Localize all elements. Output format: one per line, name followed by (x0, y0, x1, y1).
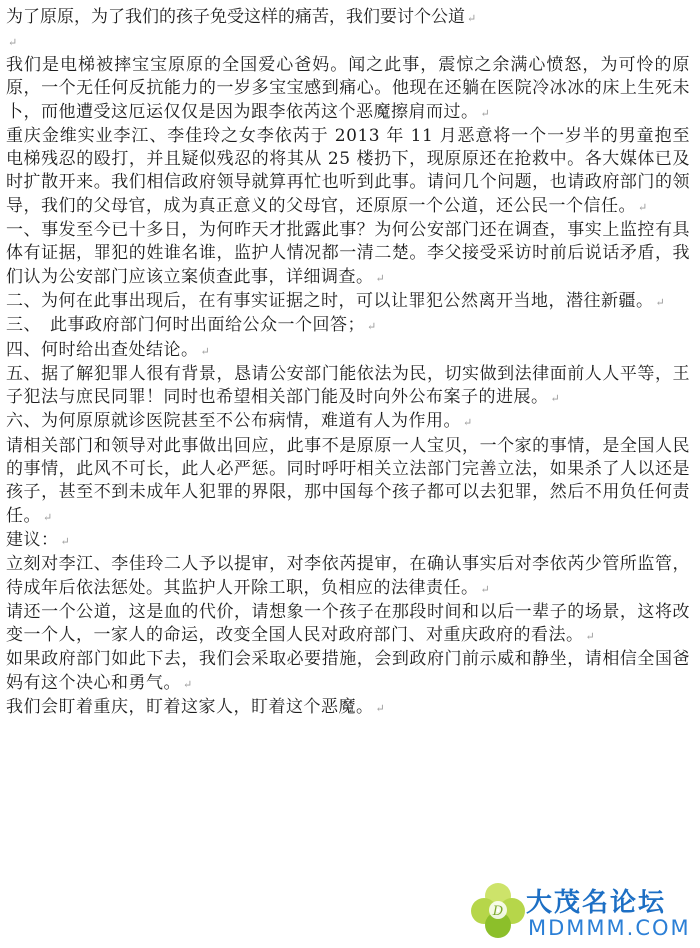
paragraph-justice: 请还一个公道，这是血的代价，请想象一个孩子在那段时间和以后一辈子的场景，这将改变一个人，一家人的命运，改变全国人民对政府部门、对重庆政府的看法。 ↵ (6, 601, 690, 646)
paragraph-intro: 我们是电梯被摔宝宝原原的全国爱心爸妈。闻之此事，震惊之余满心愤怒，为可怜的原原，一个无任何反抗能力的一岁多宝宝感到痛心。他现在还躺在医院冷冰冰的床上生死未卜，而他遭受这厄运仅仅是因为跟李依芮这个恶魔擦肩而过。 ↵ (6, 55, 690, 122)
paragraph-appeal: 请相关部门和领导对此事做出回应，此事不是原原一人宝贝，一个家的事情，是全国人民的事情，此风不可长，此人必严惩。同时呼吁相关立法部门完善立法，如果杀了人以还是孩子，甚至不到未成年人犯罪的界限，那中国每个孩子都可以去犯罪，然后不用负任何责任。 ↵ (6, 435, 690, 526)
paragraph-closing: 我们会盯着重庆，盯着这家人，盯着这个恶魔。 ↵ (6, 697, 386, 718)
question-four: 四、何时给出查处结论。 ↵ (6, 339, 211, 360)
blank-line: ↵ (8, 36, 18, 49)
question-two: 二、为何在此事出现后，在有事实证据之时，可以让罪犯公然离开当地，潜往新疆。 ↵ (6, 290, 666, 311)
question-three: 三、 此事政府部门何时出面给公众一个回答； ↵ (6, 315, 377, 336)
paragraph-warning: 如果政府部门如此下去，我们会采取必要措施，会到政府门前示威和静坐，请相信全国爸妈有这个决心和勇气。 ↵ (6, 649, 690, 693)
paragraph-suggestion: 立刻对李江、李佳玲二人予以提审，对李依芮提审，在确认事实后对李依芮少管所监管，待成年后依法惩处。其监护人开除工职，负相应的法律责任。 ↵ (6, 554, 690, 598)
document-title: 为了原原，为了我们的孩子免受这样的痛苦，我们要讨个公道 ↵ (6, 7, 477, 27)
question-five: 五、据了解犯罪人很有背景，恳请公安部门能依法为民，切实做到法律面前人人平等，王子犯法与庶民同罪！同时也希望相关部门能及时向外公布案子的进展。 ↵ (6, 363, 690, 408)
document-page (6, 4, 690, 720)
paragraph-incident: 重庆金维实业李江、李佳玲之女李依芮于 2013 年 11 月恶意将一个一岁半的男童抱至电梯残忍的殴打，并且疑似残忍的将其从 25 楼扔下，现原原还在抢救中。各大媒体已及时扩散开来。我们相信政府领导就算再忙也听到此事。请问几个问题，也请政府部门的领导，我们的父母官，成为真正意义的父母官，还原原一个公道，还公民一个信任。 ↵ (6, 125, 690, 216)
forum-watermark (466, 878, 696, 944)
clover-logo-icon (468, 880, 528, 940)
question-six: 六、为何原原就诊医院甚至不公布病情，难道有人为作用。 ↵ (6, 411, 473, 432)
suggestion-heading: 建议： ↵ (6, 529, 71, 550)
svg-text:D: D (492, 904, 504, 919)
watermark-chinese-text: 大茂名论坛 (526, 888, 667, 918)
watermark-url-text: MDMMM.COM (528, 916, 691, 940)
question-one: 一、事发至今已十多日，为何昨天才批露此事？为何公安部门还在调查，事实上监控有具体有证据，罪犯的姓谁名谁，监护人情况都一清二楚。李父接受采访时前后说话矛盾，我们认为公安部门应该立案侦查此事，详细调查。 ↵ (6, 220, 690, 287)
